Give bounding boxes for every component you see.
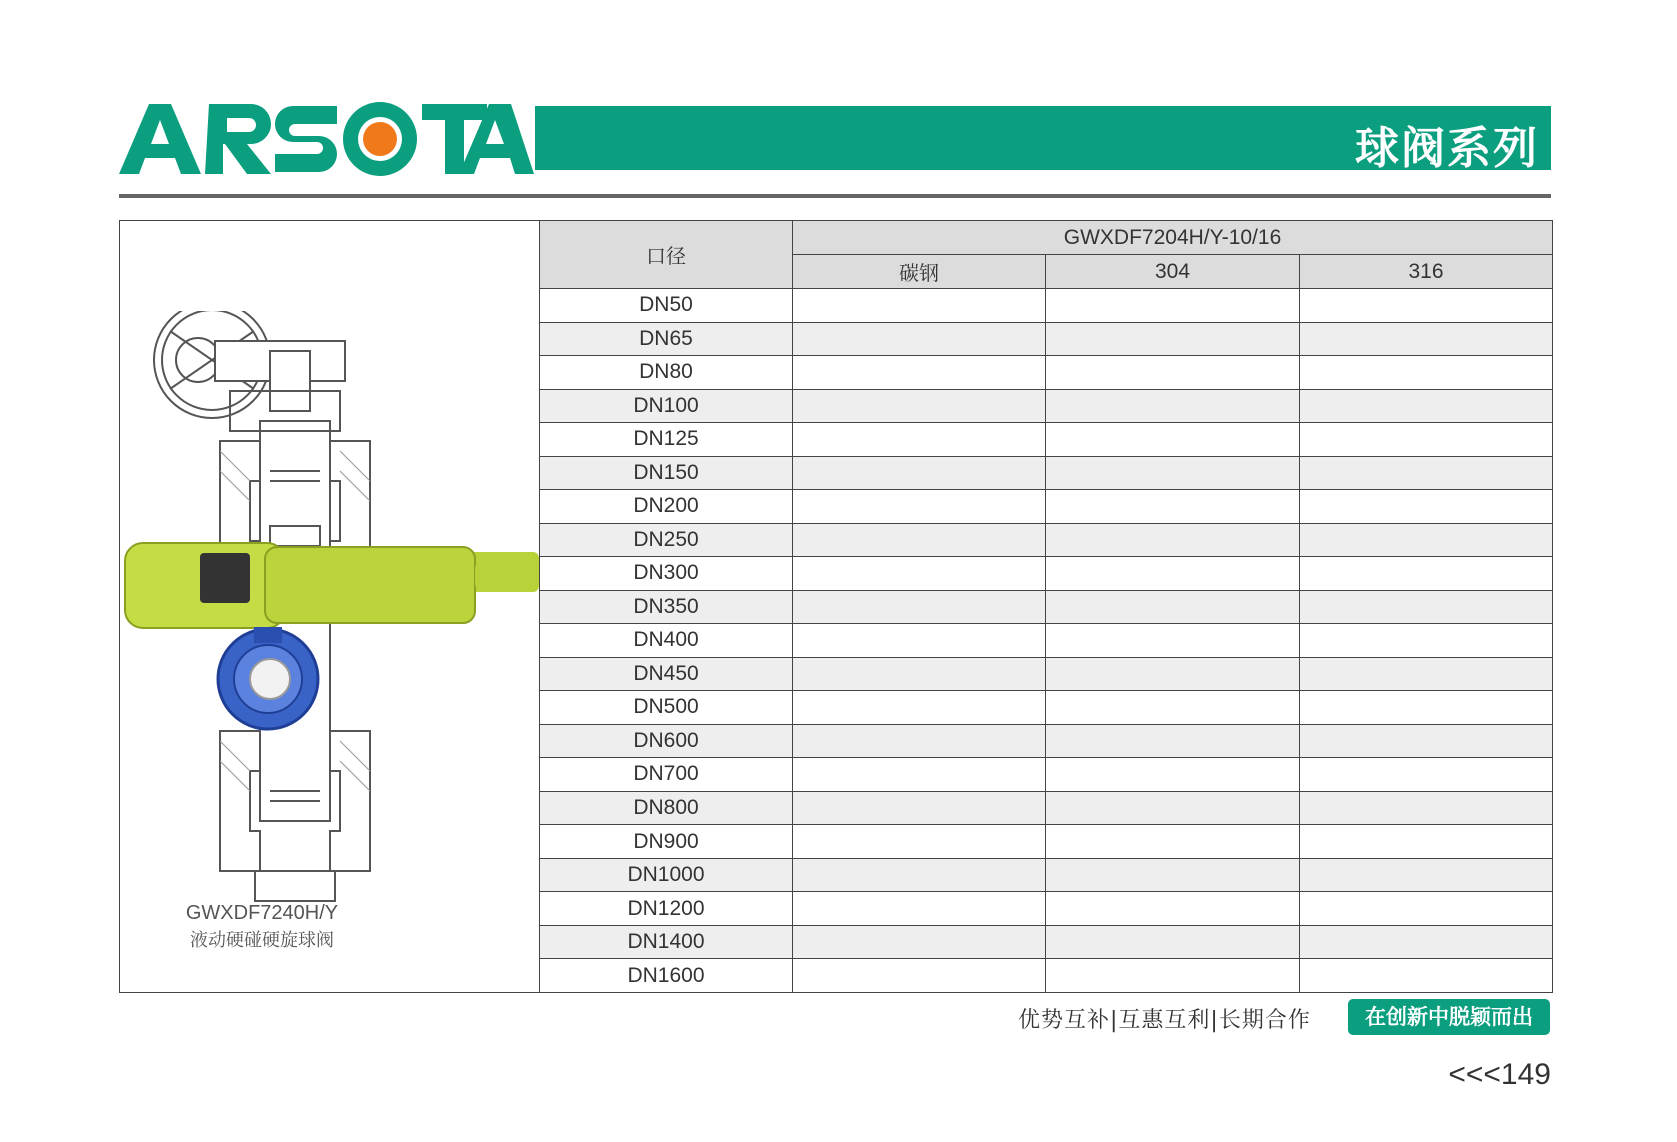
table-row	[540, 791, 1553, 825]
table-row	[540, 456, 1553, 490]
size-cell: DN150	[540, 456, 793, 490]
value-cell	[793, 925, 1046, 959]
product-model: GWXDF7240H/Y	[185, 902, 339, 924]
size-header: 口径	[540, 221, 793, 289]
table-row	[540, 423, 1553, 457]
size-cell: DN65	[540, 322, 793, 356]
value-cell	[1300, 724, 1553, 758]
value-cell	[1300, 624, 1553, 658]
table-row	[540, 557, 1553, 591]
value-cell	[1046, 892, 1300, 926]
size-cell: DN700	[540, 758, 793, 792]
product-pane	[120, 221, 539, 992]
value-cell	[1046, 858, 1300, 892]
size-cell: DN500	[540, 691, 793, 725]
value-cell	[793, 657, 1046, 691]
value-cell	[793, 523, 1046, 557]
table-row	[540, 691, 1553, 725]
value-cell	[1300, 590, 1553, 624]
value-cell	[1046, 657, 1300, 691]
size-cell: DN1400	[540, 925, 793, 959]
value-cell	[1046, 557, 1300, 591]
spec-table	[539, 220, 1553, 993]
value-cell	[793, 959, 1046, 993]
value-cell	[1300, 523, 1553, 557]
value-cell	[793, 858, 1046, 892]
value-cell	[1046, 825, 1300, 859]
table-row	[540, 289, 1553, 323]
table-row	[540, 322, 1553, 356]
value-cell	[1300, 691, 1553, 725]
series-title: 球阀系列	[1355, 123, 1539, 174]
value-cell	[1300, 791, 1553, 825]
table-row	[540, 490, 1553, 524]
value-cell	[1300, 925, 1553, 959]
table-row	[540, 825, 1553, 859]
value-cell	[1046, 322, 1300, 356]
value-cell	[1046, 724, 1300, 758]
size-cell: DN200	[540, 490, 793, 524]
table-row	[540, 758, 1553, 792]
value-cell	[1300, 289, 1553, 323]
series-banner	[535, 106, 1551, 174]
value-cell	[793, 724, 1046, 758]
value-cell	[1046, 423, 1300, 457]
value-cell	[793, 456, 1046, 490]
value-cell	[1046, 456, 1300, 490]
table-row	[540, 724, 1553, 758]
value-cell	[1046, 959, 1300, 993]
value-cell	[1300, 356, 1553, 390]
size-cell: DN125	[540, 423, 793, 457]
value-cell	[1046, 490, 1300, 524]
valve-drawing-image	[120, 311, 539, 921]
size-cell: DN50	[540, 289, 793, 323]
value-cell	[1046, 624, 1300, 658]
logo-dot-icon	[363, 122, 397, 156]
value-cell	[793, 825, 1046, 859]
table-row	[540, 657, 1553, 691]
value-cell	[1300, 858, 1553, 892]
table-row	[540, 590, 1553, 624]
value-cell	[793, 490, 1046, 524]
value-cell	[1300, 490, 1553, 524]
value-cell	[1300, 456, 1553, 490]
product-frame	[119, 220, 1551, 993]
brand-logo	[119, 96, 534, 176]
value-cell	[1046, 356, 1300, 390]
value-cell	[793, 557, 1046, 591]
value-cell	[1300, 959, 1553, 993]
value-cell	[1046, 691, 1300, 725]
table-row	[540, 523, 1553, 557]
table-row	[540, 624, 1553, 658]
table-row	[540, 892, 1553, 926]
value-cell	[793, 791, 1046, 825]
table-row	[540, 389, 1553, 423]
table-row	[540, 959, 1553, 993]
value-cell	[1046, 758, 1300, 792]
value-cell	[793, 289, 1046, 323]
value-cell	[793, 758, 1046, 792]
value-cell	[1300, 657, 1553, 691]
size-cell: DN300	[540, 557, 793, 591]
value-cell	[1046, 523, 1300, 557]
model-header: GWXDF7204H/Y-10/16	[793, 221, 1553, 255]
value-cell	[1300, 892, 1553, 926]
material-header: 碳钢	[793, 255, 1046, 289]
value-cell	[793, 691, 1046, 725]
header-divider	[119, 194, 1551, 198]
material-header: 304	[1046, 255, 1300, 289]
tagline-badge: 在创新中脱颖而出	[1348, 999, 1550, 1035]
size-cell: DN1600	[540, 959, 793, 993]
table-row	[540, 858, 1553, 892]
size-cell: DN1000	[540, 858, 793, 892]
value-cell	[1046, 289, 1300, 323]
value-cell	[1046, 590, 1300, 624]
value-cell	[1300, 322, 1553, 356]
value-cell	[793, 624, 1046, 658]
value-cell	[1046, 389, 1300, 423]
size-cell: DN80	[540, 356, 793, 390]
slogan: 优势互补|互惠互利|长期合作	[1018, 1008, 1311, 1033]
value-cell	[793, 892, 1046, 926]
value-cell	[1300, 423, 1553, 457]
size-cell: DN600	[540, 724, 793, 758]
size-cell: DN100	[540, 389, 793, 423]
size-cell: DN400	[540, 624, 793, 658]
size-cell: DN350	[540, 590, 793, 624]
value-cell	[1300, 825, 1553, 859]
size-cell: DN900	[540, 825, 793, 859]
value-cell	[793, 423, 1046, 457]
table-row	[540, 356, 1553, 390]
value-cell	[793, 356, 1046, 390]
value-cell	[793, 322, 1046, 356]
size-cell: DN450	[540, 657, 793, 691]
size-cell: DN250	[540, 523, 793, 557]
product-name: 液动硬碰硬旋球阀	[190, 930, 334, 951]
value-cell	[1300, 758, 1553, 792]
page-number: <<<149	[1448, 1058, 1551, 1091]
value-cell	[1300, 557, 1553, 591]
table-row	[540, 925, 1553, 959]
value-cell	[1046, 925, 1300, 959]
material-header: 316	[1300, 255, 1553, 289]
size-cell: DN1200	[540, 892, 793, 926]
value-cell	[793, 389, 1046, 423]
value-cell	[1300, 389, 1553, 423]
value-cell	[1046, 791, 1300, 825]
size-cell: DN800	[540, 791, 793, 825]
value-cell	[793, 590, 1046, 624]
